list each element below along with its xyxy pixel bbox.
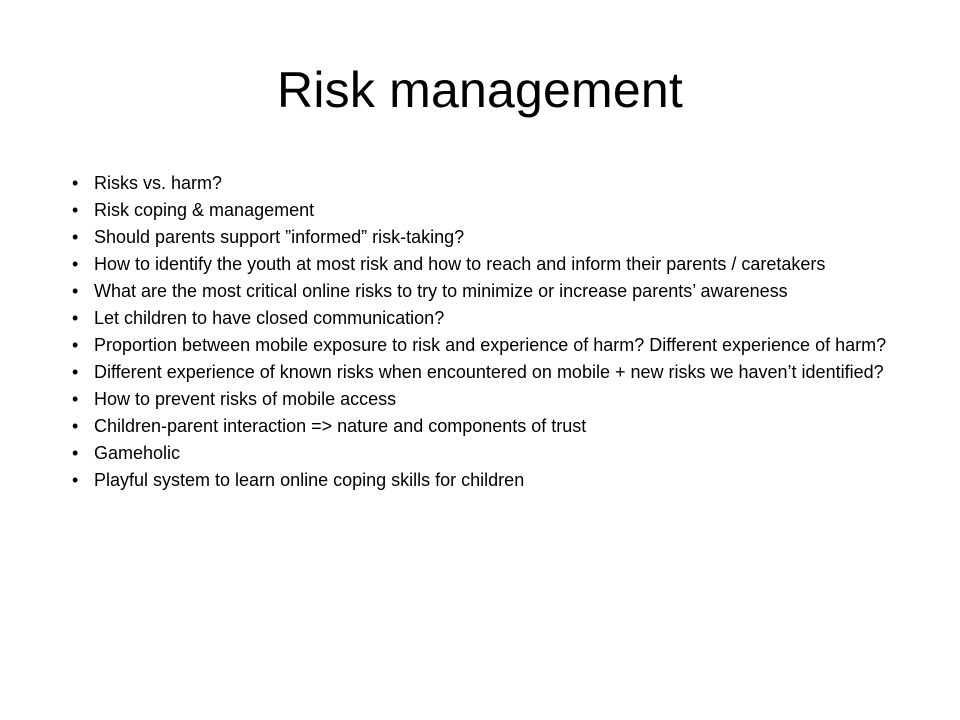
bullet-item bbox=[72, 200, 922, 220]
bullet-dot-icon: • bbox=[72, 362, 79, 382]
bullet-text: Children-parent interaction => nature and components of trust bbox=[94, 416, 587, 436]
bullet-dot-icon: • bbox=[72, 173, 79, 193]
bullet-item bbox=[72, 443, 922, 463]
bullet-dot-icon: • bbox=[72, 200, 79, 220]
bullet-text: How to identify the youth at most risk and how to reach and inform their parents / caretakers bbox=[94, 254, 826, 274]
bullet-item bbox=[72, 173, 922, 193]
bullet-text: Should parents support ”informed” risk-taking? bbox=[94, 227, 465, 247]
bullet-item bbox=[72, 470, 922, 490]
bullet-dot-icon: • bbox=[72, 389, 79, 409]
bullet-item bbox=[72, 308, 922, 328]
bullet-text: Let children to have closed communication? bbox=[94, 308, 445, 328]
bullet-dot-icon: • bbox=[72, 470, 79, 490]
bullet-dot-icon: • bbox=[72, 308, 79, 328]
bullet-dot-icon: • bbox=[72, 227, 79, 247]
bullet-list bbox=[72, 173, 922, 497]
bullet-text: How to prevent risks of mobile access bbox=[94, 389, 397, 409]
bullet-item bbox=[72, 335, 922, 355]
bullet-text: Risk coping & management bbox=[94, 200, 315, 220]
bullet-dot-icon: • bbox=[72, 281, 79, 301]
bullet-item bbox=[72, 281, 922, 301]
bullet-dot-icon: • bbox=[72, 416, 79, 436]
bullet-text: Risks vs. harm? bbox=[94, 173, 223, 193]
bullet-item bbox=[72, 362, 922, 382]
bullet-dot-icon: • bbox=[72, 254, 79, 274]
slide-title: Risk management bbox=[277, 62, 683, 118]
bullet-item bbox=[72, 227, 922, 247]
bullet-text: Playful system to learn online coping skills for children bbox=[94, 470, 525, 490]
bullet-item bbox=[72, 389, 922, 409]
bullet-item bbox=[72, 416, 922, 436]
bullet-text: Proportion between mobile exposure to risk and experience of harm? Different experience of harm? bbox=[94, 335, 887, 355]
bullet-text: Gameholic bbox=[94, 443, 181, 463]
bullet-dot-icon: • bbox=[72, 443, 79, 463]
bullet-item bbox=[72, 254, 922, 274]
bullet-dot-icon: • bbox=[72, 335, 79, 355]
bullet-text: Different experience of known risks when encountered on mobile + new risks we haven’t identified? bbox=[94, 362, 884, 382]
bullet-text: What are the most critical online risks to try to minimize or increase parents’ awareness bbox=[94, 281, 788, 301]
